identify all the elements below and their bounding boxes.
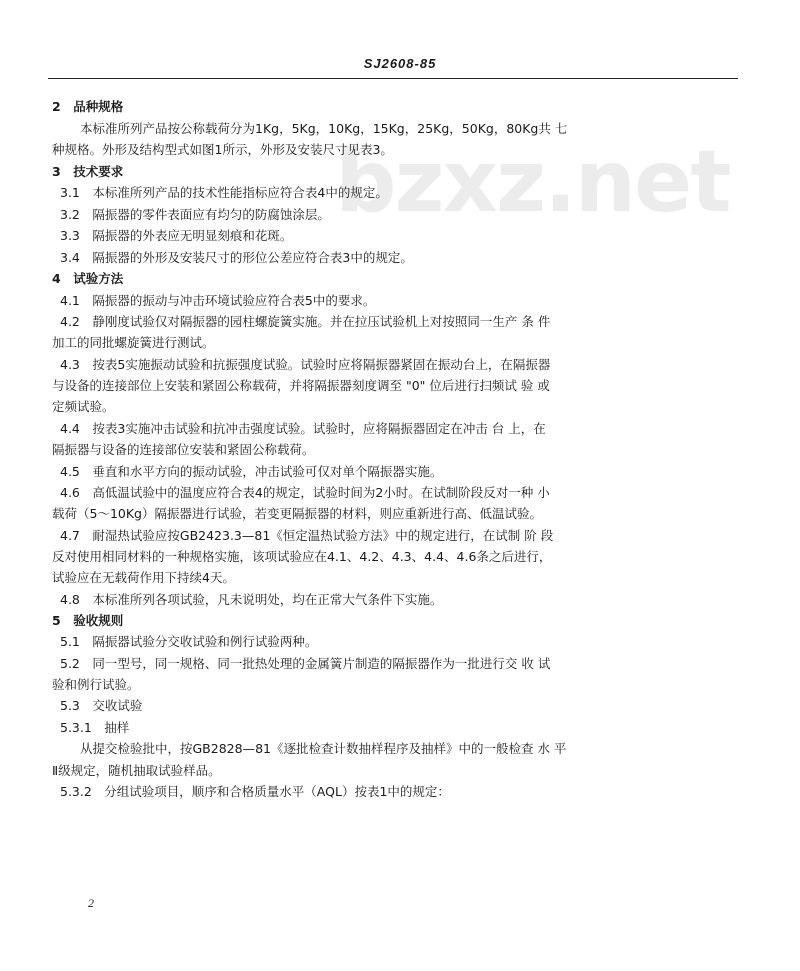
text-line: 载荷（5～10Kg）隔振器进行试验，若变更隔振器的材料，则应重新进行高、低温试验。: [52, 506, 542, 521]
text-line: Ⅱ级规定，随机抽取试验样品。: [52, 763, 221, 778]
section-3-heading: 3 技术要求: [52, 164, 124, 179]
clause-4-5: 4.5 垂直和水平方向的振动试验，冲击试验可仅对单个隔振器实施。: [60, 464, 443, 479]
text-line: 验和例行试验。: [52, 677, 140, 692]
clause-4-4: 4.4 按表3实施冲击试验和抗冲击强度试验。试验时，应将隔振器固定在冲击 台 上，在: [60, 421, 546, 436]
section-4-heading: 4 试验方法: [52, 271, 124, 286]
text-line: 种规格。外形及结构型式如图1所示，外形及安装尺寸见表3。: [52, 142, 393, 157]
section-5-heading: 5 验收规则: [52, 613, 124, 628]
clause-5-1: 5.1 隔振器试验分交收试验和例行试验两种。: [60, 634, 318, 649]
page-number: 2: [88, 896, 94, 910]
text-line: 隔振器与设备的连接部位安装和紧固公称载荷。: [52, 442, 315, 457]
clause-4-1: 4.1 隔振器的振动与冲击环境试验应符合表5中的要求。: [60, 293, 376, 308]
clause-4-6: 4.6 高低温试验中的温度应符合表4的规定，试验时间为2小时。在试制阶段反对一种 小: [60, 485, 550, 500]
section-2-heading: 2 品种规格: [52, 99, 124, 114]
text-line: 从提交检验批中，按GB2828—81《逐批检查计数抽样程序及抽样》中的一般检查 水 平: [80, 741, 567, 756]
text-line: 本标准所列产品按公称载荷分为1Kg，5Kg，10Kg，15Kg，25Kg，50Kg，80Kg共 七: [80, 121, 568, 136]
clause-3-4: 3.4 隔振器的外形及安装尺寸的形位公差应符合表3中的规定。: [60, 250, 413, 265]
clause-4-2: 4.2 静刚度试验仅对隔振器的园柱螺旋簧实施。并在拉压试验机上对按照同一生产 条 件: [60, 314, 551, 329]
clause-4-7: 4.7 耐湿热试验应按GB2423.3—81《恒定温热试验方法》中的规定进行，在试制 阶 段: [60, 528, 554, 543]
text-line: 与设备的连接部位上安装和紧固公称载荷，并将隔振器刻度调至 "0" 位后进行扫频试 验 或: [52, 378, 550, 393]
clause-4-3: 4.3 按表5实施振动试验和抗振强度试验。试验时应将隔振器紧固在振动台上，在隔振器: [60, 357, 551, 372]
clause-5-2: 5.2 同一型号，同一规格、同一批热处理的金属簧片制造的隔振器作为一批进行交 收 试: [60, 656, 551, 671]
text-line: 试验应在无载荷作用下持续4天。: [52, 570, 235, 585]
document-header: SJ2608-85: [363, 56, 437, 71]
clause-5-3-1: 5.3.1 抽样: [60, 720, 130, 735]
text-line: 定频试验。: [52, 399, 115, 414]
clause-3-2: 3.2 隔振器的零件表面应有均匀的防腐蚀涂层。: [60, 207, 330, 222]
header-rule: [48, 78, 738, 79]
text-line: 加工的同批螺旋簧进行测试。: [52, 335, 215, 350]
clause-3-1: 3.1 本标准所列产品的技术性能指标应符合表4中的规定。: [60, 185, 388, 200]
text-line: 反对使用相同材料的一种规格实施，该项试验应在4.1、4.2、4.3、4.4、4.6条之后进行，: [52, 549, 552, 564]
clause-5-3-2: 5.3.2 分组试验项目，顺序和合格质量水平（AQL）按表1中的规定：: [60, 784, 450, 799]
watermark: bzxz.net: [335, 132, 730, 232]
clause-4-8: 4.8 本标准所列各项试验，凡未说明处，均在正常大气条件下实施。: [60, 592, 443, 607]
clause-5-3: 5.3 交收试验: [60, 698, 143, 713]
clause-3-3: 3.3 隔振器的外表应无明显刻痕和花斑。: [60, 228, 293, 243]
